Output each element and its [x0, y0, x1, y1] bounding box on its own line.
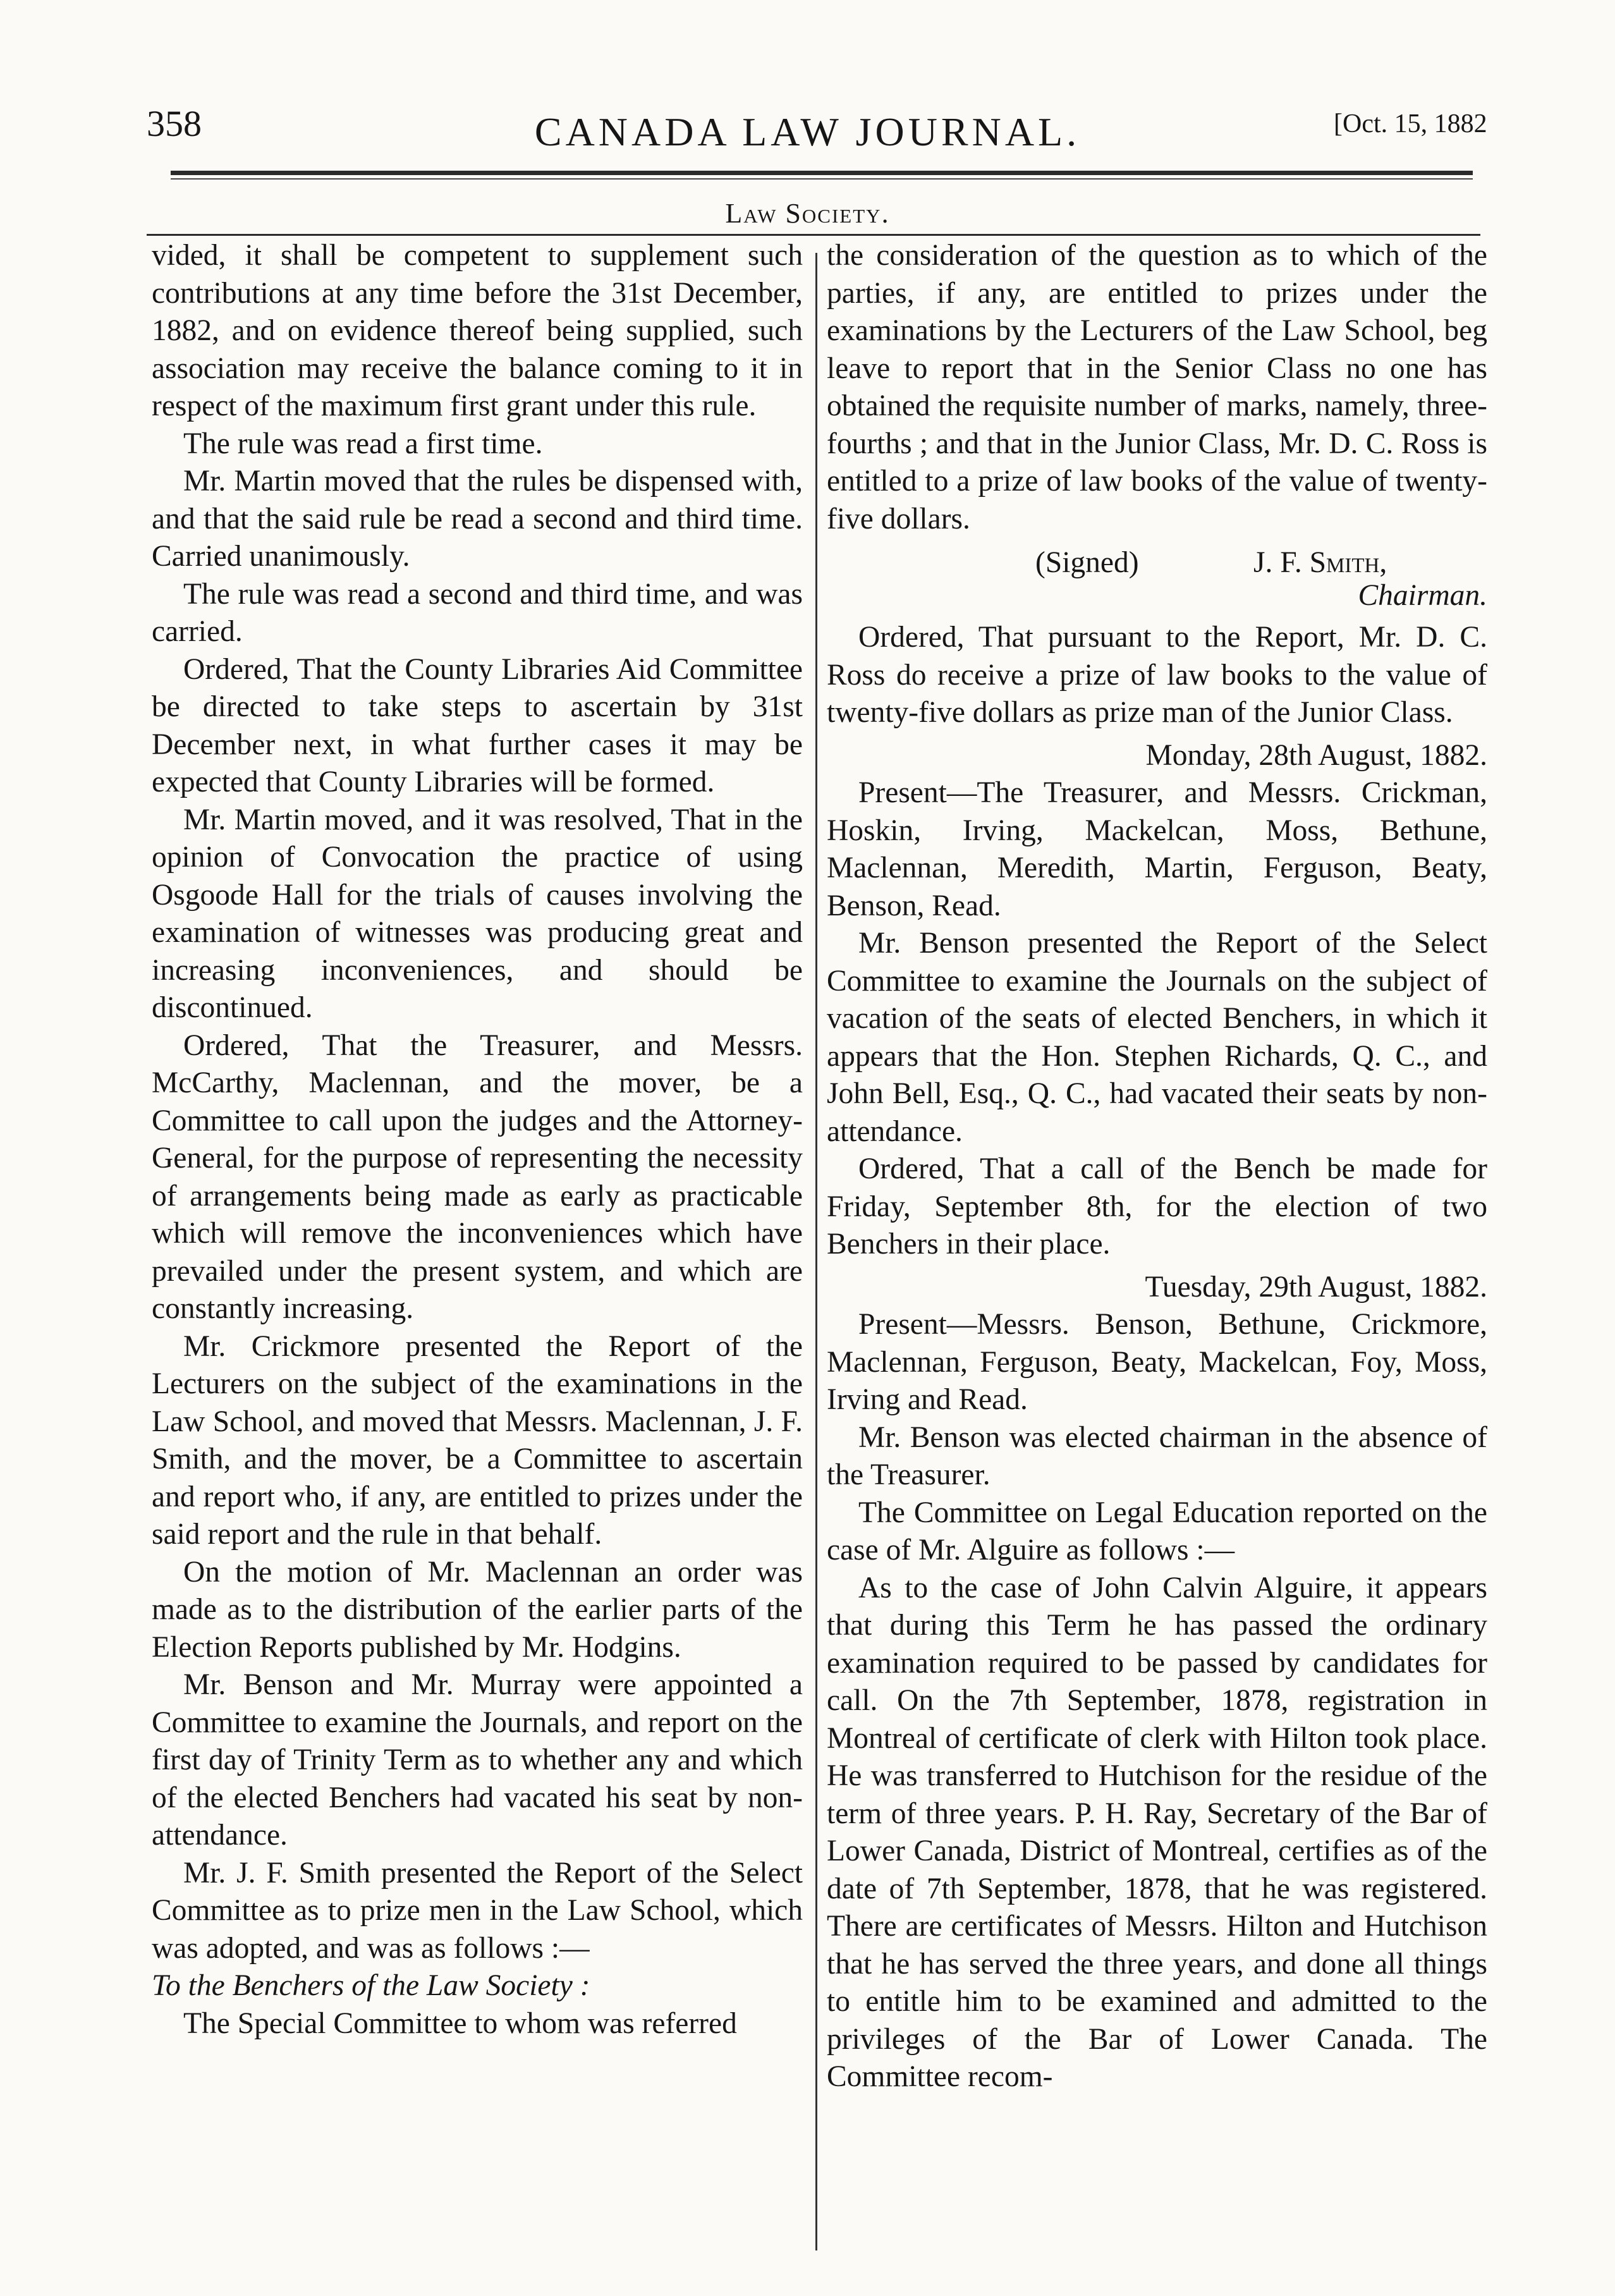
paragraph: Mr. Martin moved that the rules be dispensed with, and that the said rule be read a second and third time. Carried unanimously.: [152, 465, 803, 573]
paragraph: Mr. Benson was elected chairman in the absence of the Treasurer.: [827, 1420, 1487, 1491]
issue-date: [Oct. 15, 1882: [1334, 109, 1487, 138]
paragraph: Present—The Treasurer, and Messrs. Crickman, Hoskin, Irving, Mackelcan, Moss, Bethune, Maclennan, Meredith, Martin, Ferguson, Beaty, Benson, Read.: [827, 776, 1487, 922]
paragraph: The rule was read a second and third time, and was carried.: [152, 577, 803, 648]
paragraph: Mr. Benson presented the Report of the Select Committee to examine the Journals on the subject of vacation of the seats of elected Benchers, in which it appears that the Hon. Stephen Richards, Q. C., and John Bell, Esq., Q. C., had vacated their seats by non-attendance.: [827, 927, 1487, 1148]
paragraph: On the motion of Mr. Maclennan an order was made as to the distribution of the earlier parts of the Election Reports published by Mr. Hodgins.: [152, 1555, 803, 1664]
section-heading: Law Society.: [725, 198, 890, 229]
paragraph: The rule was read a first time.: [183, 427, 543, 460]
signed-name: J. F. Smith,: [1253, 546, 1387, 579]
signed-role: Chairman.: [1358, 579, 1487, 612]
paragraph: Mr. Benson and Mr. Murray were appointed a Committee to examine the Journals, and report on the first day of Trinity Term as to whether any and which of the elected Benchers had vacated his seat by non-attendance.: [152, 1668, 803, 1852]
paragraph: Mr. Martin moved, and it was resolved, That in the opinion of Convocation the practice of using Osgoode Hall for the trials of causes involving the examination of witnesses was producing great and increasing inconveniences, and should be discontinued.: [152, 803, 803, 1024]
paragraph: Ordered, That the County Libraries Aid Committee be directed to take steps to ascertain by 31st December next, in what further cases it may be expected that County Libraries will be formed.: [152, 652, 803, 798]
signature-block: [827, 544, 1487, 619]
page-number: 358: [147, 103, 202, 144]
paragraph: Mr. J. F. Smith presented the Report of the Select Committee as to prize men in the Law School, which was adopted, and was as follows :—: [152, 1856, 803, 1965]
paragraph: Present—Messrs. Benson, Bethune, Crickmore, Maclennan, Ferguson, Beaty, Mackelcan, Foy, Moss, Irving and Read.: [827, 1308, 1487, 1416]
section-rule: [147, 234, 1480, 236]
paragraph: As to the case of John Calvin Alguire, it appears that during this Term he has passed the ordinary examination required to be passed by candidates for call. On the 7th September, 1878, registration in Montreal of certificate of clerk with Hilton took place. He was transferred to Hutchison for the residue of the term of three years. P. H. Ray, Secretary of the Bar of Lower Canada, District of Montreal, certifies as of the date of 7th September, 1878, that he was registered. There are certificates of Messrs. Hilton and Hutchison that he has served the three years, and done all things to entitle him to be examined and admitted to the privileges of the Bar of Lower Canada. The Committee recom-: [827, 1571, 1487, 2093]
right-column: [827, 237, 1487, 2096]
paragraph: Mr. Crickmore presented the Report of the Lecturers on the subject of the examinations in the Law School, and moved that Messrs. Maclennan, J. F. Smith, and the mover, be a Committee to ascertain and report who, if any, are entitled to prizes under the said report and the rule in that behalf.: [152, 1329, 803, 1551]
report-address: To the Benchers of the Law Society :: [152, 1969, 590, 2002]
paragraph: Ordered, That the Treasurer, and Messrs. McCarthy, Maclennan, and the mover, be a Committee to call upon the judges and the Attorney-General, for the purpose of representing the necessity of arrangements being made as early as practicable which will remove the inconveniences which have prevailed under the present system, and which are constantly increasing.: [152, 1029, 803, 1325]
paragraph: The Special Committee to whom was referred: [183, 2006, 737, 2040]
paragraph: Ordered, That a call of the Bench be made for Friday, September 8th, for the election of two Benchers in their place.: [827, 1152, 1487, 1261]
meeting-date: Monday, 28th August, 1882.: [1145, 738, 1487, 772]
header-rule: [171, 171, 1473, 175]
paragraph: Ordered, That pursuant to the Report, Mr. D. C. Ross do receive a prize of law books to the value of twenty-five dollars as prize man of the Junior Class.: [827, 621, 1487, 729]
paragraph: the consideration of the question as to which of the parties, if any, are entitled to prizes under the examinations by the Lecturers of the Law School, beg leave to report that in the Senior Class no one has obtained the requisite number of marks, namely, three-fourths ; and that in the Junior Class, Mr. D. C. Ross is entitled to a prize of law books of the value of twenty-five dollars.: [827, 239, 1487, 535]
paragraph: vided, it shall be competent to supplement such contributions at any time before the 31st December, 1882, and on evidence thereof being supplied, such association may receive the balance coming to it in respect of the maximum first grant under this rule.: [152, 239, 803, 422]
paragraph: The Committee on Legal Education reported on the case of Mr. Alguire as follows :—: [827, 1496, 1487, 1566]
left-column: [152, 237, 803, 2043]
header-rule-thin: [171, 178, 1473, 180]
column-divider: [815, 253, 817, 2250]
meeting-date: Tuesday, 29th August, 1882.: [1145, 1270, 1487, 1304]
signed-label: (Signed): [1035, 546, 1139, 579]
journal-title: CANADA LAW JOURNAL.: [534, 109, 1081, 154]
